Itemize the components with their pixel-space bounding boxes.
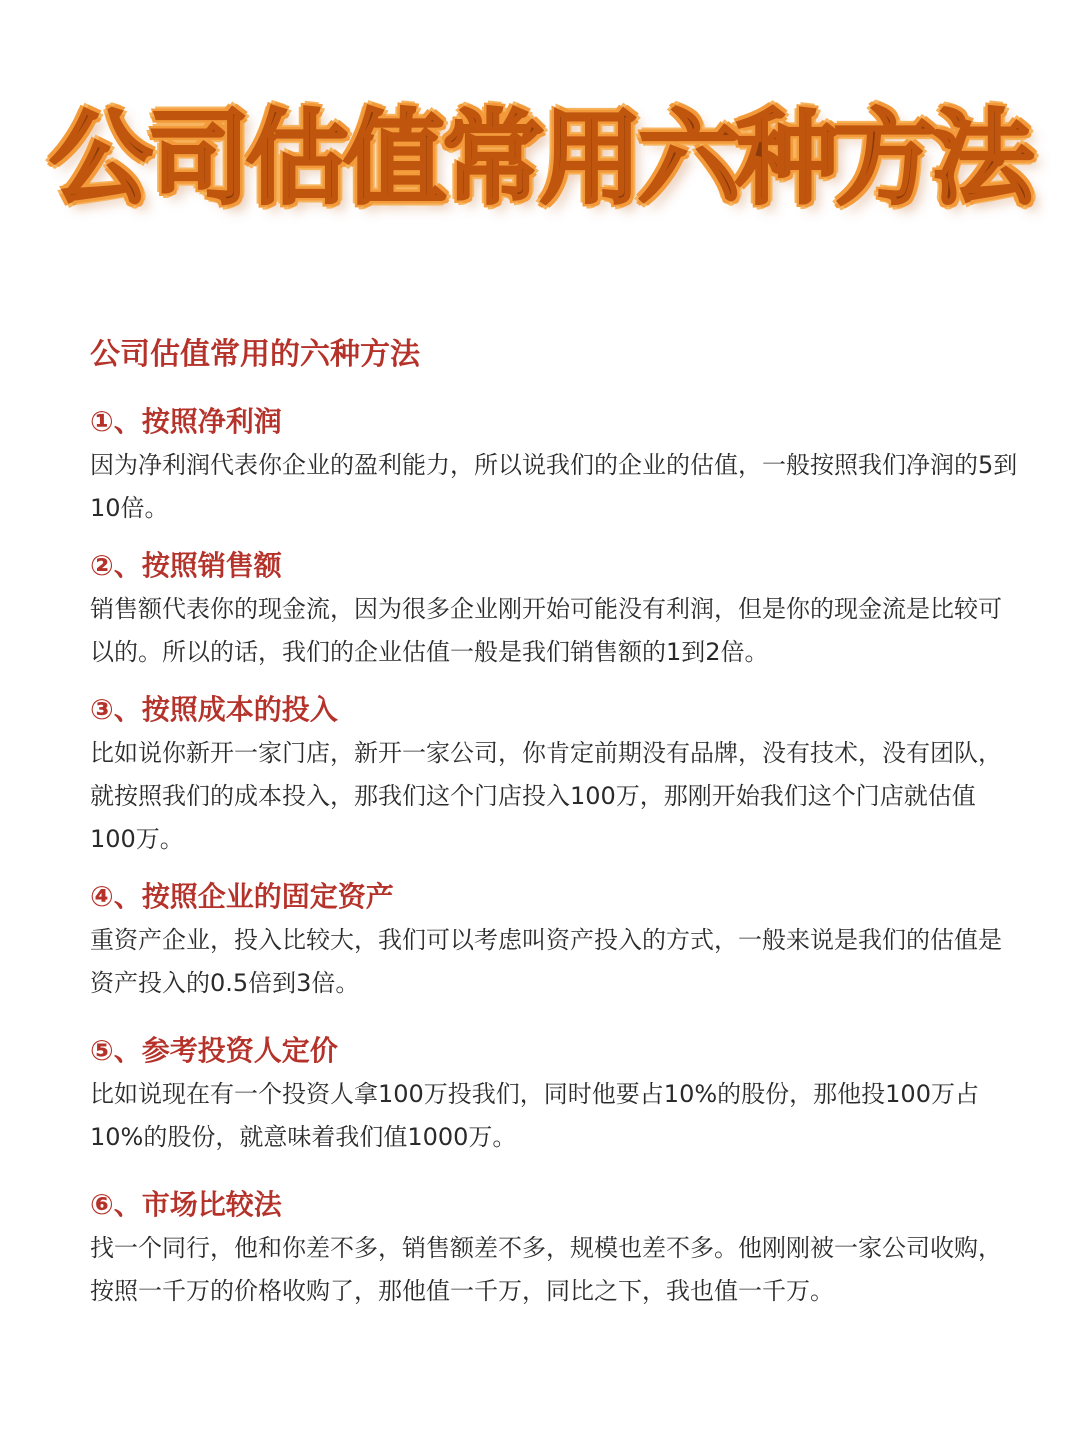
method-heading: ③、按照成本的投入 [90,693,338,726]
banner-title: 公司估值常用六种方法 [50,100,1030,219]
method-body: 比如说现在有一个投资人拿100万投我们，同时他要占10%的股份，那他投100万占10%的股份，就意味着我们值1000万。 [90,1080,979,1151]
method-body: 找一个同行，他和你差不多，销售额差不多，规模也差不多。他刚刚被一家公司收购，按照一千万的价格收购了，那他值一千万，同比之下，我也值一千万。 [90,1234,1002,1305]
method-body: 因为净利润代表你企业的盈利能力，所以说我们的企业的估值，一般按照我们净润的5到10倍。 [90,451,1018,522]
method-heading: ①、按照净利润 [90,405,282,438]
method-section-4 [90,875,1020,1005]
article-subtitle: 公司估值常用的六种方法 [90,337,420,372]
method-heading: ⑤、参考投资人定价 [90,1034,338,1067]
method-heading: ②、按照销售额 [90,549,282,582]
method-body: 比如说你新开一家门店，新开一家公司，你肯定前期没有品牌，没有技术，没有团队，就按照我们的成本投入，那我们这个门店投入100万，那刚开始我们这个门店就估值100万。 [90,739,1002,853]
method-heading: ④、按照企业的固定资产 [90,880,394,913]
method-section-5 [90,1029,1020,1159]
method-section-3 [90,688,1020,861]
method-section-2 [90,544,1020,674]
method-section-6 [90,1183,1020,1313]
method-section-1 [90,400,1020,530]
method-heading: ⑥、市场比较法 [90,1188,282,1221]
method-body: 销售额代表你的现金流，因为很多企业刚开始可能没有利润，但是你的现金流是比较可以的。所以的话，我们的企业估值一般是我们销售额的1到2倍。 [90,595,1002,666]
method-body: 重资产企业，投入比较大，我们可以考虑叫资产投入的方式，一般来说是我们的估值是资产投入的0.5倍到3倍。 [90,926,1002,997]
article [90,330,1020,1327]
